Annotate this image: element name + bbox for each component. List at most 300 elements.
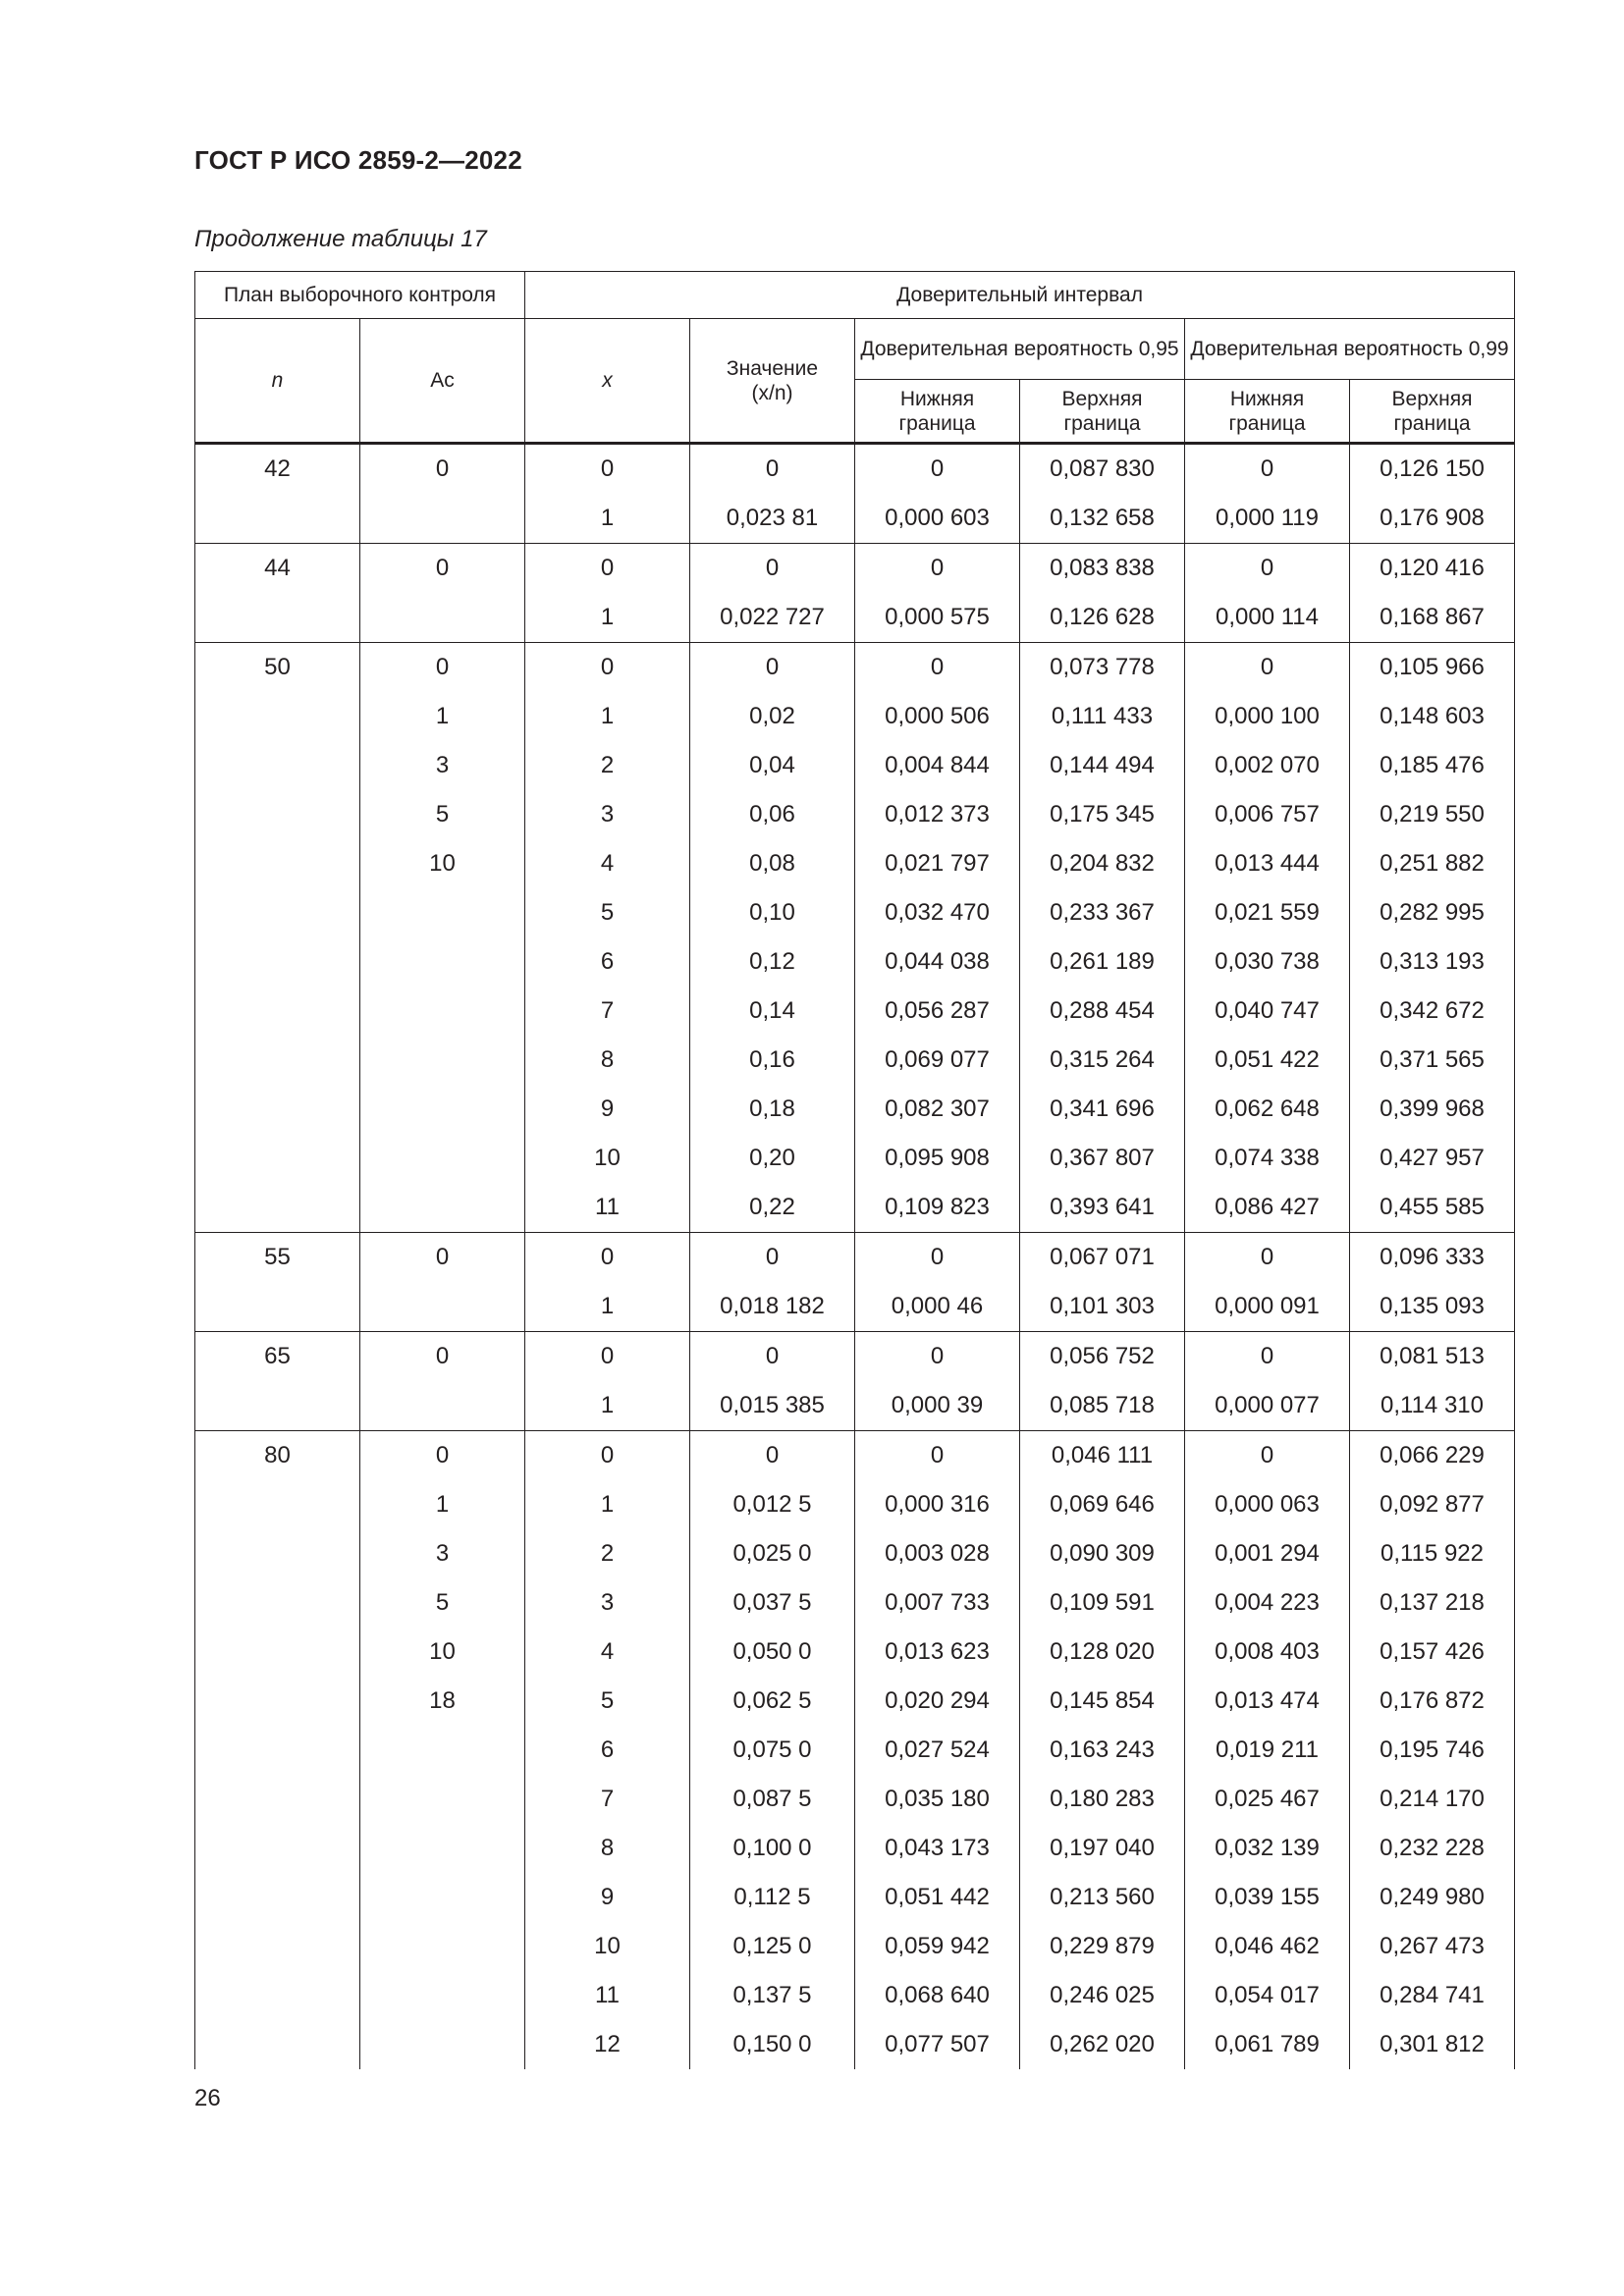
table-cell: 0,22 xyxy=(690,1183,855,1233)
header-confidence-interval: Доверительный интервал xyxy=(525,272,1515,319)
table-cell: 0 xyxy=(360,643,525,693)
table-cell xyxy=(195,1134,360,1183)
table-row xyxy=(195,1677,1515,1726)
table-cell: 0,120 416 xyxy=(1350,544,1515,594)
table-cell: 5 xyxy=(360,790,525,839)
table-cell: 1 xyxy=(525,494,690,544)
table-cell xyxy=(195,1282,360,1332)
table-cell: 0,054 017 xyxy=(1185,1971,1350,2020)
table-cell: 1 xyxy=(525,1282,690,1332)
table-cell xyxy=(195,1085,360,1134)
table-cell: 0,111 433 xyxy=(1020,692,1185,741)
table-cell: 55 xyxy=(195,1233,360,1283)
table-cell: 0,073 778 xyxy=(1020,643,1185,693)
table-row xyxy=(195,1726,1515,1775)
table-cell: 6 xyxy=(525,937,690,987)
row-group xyxy=(195,544,1515,643)
table-cell: 10 xyxy=(360,839,525,888)
table-cell: 0,02 xyxy=(690,692,855,741)
header-ac: Ac xyxy=(360,319,525,444)
table-row xyxy=(195,1480,1515,1529)
table-cell: 0 xyxy=(1185,1332,1350,1382)
table-cell: 0,061 789 xyxy=(1185,2020,1350,2069)
table-cell: 0,197 040 xyxy=(1020,1824,1185,1873)
table-cell xyxy=(195,790,360,839)
table-cell: 0 xyxy=(1185,1233,1350,1283)
table-cell: 2 xyxy=(525,1529,690,1578)
table-cell: 0,282 995 xyxy=(1350,888,1515,937)
table-cell: 0,013 444 xyxy=(1185,839,1350,888)
table-cell: 0,051 442 xyxy=(855,1873,1020,1922)
table-cell: 0 xyxy=(690,643,855,693)
table-row xyxy=(195,1233,1515,1283)
table-cell xyxy=(360,2020,525,2069)
table-cell: 0,144 494 xyxy=(1020,741,1185,790)
table-cell: 0,10 xyxy=(690,888,855,937)
table-cell: 0 xyxy=(855,1332,1020,1382)
table-cell: 0,367 807 xyxy=(1020,1134,1185,1183)
table-row xyxy=(195,839,1515,888)
table-cell xyxy=(195,741,360,790)
table-cell: 9 xyxy=(525,1085,690,1134)
table-cell: 0,114 310 xyxy=(1350,1381,1515,1431)
table-cell xyxy=(195,1628,360,1677)
table-row xyxy=(195,1628,1515,1677)
table-cell: 0,066 229 xyxy=(1350,1431,1515,1481)
table-cell: 0,056 752 xyxy=(1020,1332,1185,1382)
table-cell xyxy=(360,1775,525,1824)
table-row xyxy=(195,1381,1515,1431)
table-cell xyxy=(360,1971,525,2020)
table-cell: 0,051 422 xyxy=(1185,1036,1350,1085)
table-cell xyxy=(360,593,525,643)
table-cell: 5 xyxy=(360,1578,525,1628)
table-cell xyxy=(360,1134,525,1183)
table-cell: 12 xyxy=(525,2020,690,2069)
table-row xyxy=(195,1824,1515,1873)
table-cell xyxy=(195,593,360,643)
table-cell: 2 xyxy=(525,741,690,790)
table-cell: 0,077 507 xyxy=(855,2020,1020,2069)
table-cell: 0,301 812 xyxy=(1350,2020,1515,2069)
table-cell: 0,000 063 xyxy=(1185,1480,1350,1529)
table-cell: 0,000 316 xyxy=(855,1480,1020,1529)
table-cell: 0,040 747 xyxy=(1185,987,1350,1036)
table-cell xyxy=(195,1775,360,1824)
table-row xyxy=(195,1873,1515,1922)
table-cell: 65 xyxy=(195,1332,360,1382)
table-cell: 0,000 506 xyxy=(855,692,1020,741)
table-cell: 0,046 462 xyxy=(1185,1922,1350,1971)
table-cell: 0,249 980 xyxy=(1350,1873,1515,1922)
header-upper-95: Верхняя граница xyxy=(1020,380,1185,444)
table-row xyxy=(195,444,1515,495)
table-cell: 0,039 155 xyxy=(1185,1873,1350,1922)
table-cell: 0,030 738 xyxy=(1185,937,1350,987)
table-cell: 0,261 189 xyxy=(1020,937,1185,987)
table-cell: 0 xyxy=(525,643,690,693)
table-cell: 0,004 844 xyxy=(855,741,1020,790)
table-cell: 10 xyxy=(525,1134,690,1183)
table-row xyxy=(195,1922,1515,1971)
table-cell: 0,399 968 xyxy=(1350,1085,1515,1134)
table-cell: 0,059 942 xyxy=(855,1922,1020,1971)
document-title: ГОСТ Р ИСО 2859-2—2022 xyxy=(194,145,522,175)
header-confidence-95: Доверительная вероятность 0,95 xyxy=(855,319,1185,380)
table-cell: 0,082 307 xyxy=(855,1085,1020,1134)
table-cell: 0,148 603 xyxy=(1350,692,1515,741)
table-row xyxy=(195,1431,1515,1481)
table-cell: 0,012 5 xyxy=(690,1480,855,1529)
table-cell: 0,180 283 xyxy=(1020,1775,1185,1824)
table-cell: 0,06 xyxy=(690,790,855,839)
table-cell: 0,095 908 xyxy=(855,1134,1020,1183)
table-cell: 0,371 565 xyxy=(1350,1036,1515,1085)
table-row xyxy=(195,593,1515,643)
table-cell: 0,035 180 xyxy=(855,1775,1020,1824)
table-cell: 0,195 746 xyxy=(1350,1726,1515,1775)
table-cell: 0,16 xyxy=(690,1036,855,1085)
table-cell xyxy=(195,1529,360,1578)
table-row xyxy=(195,2020,1515,2069)
table-cell: 0,003 028 xyxy=(855,1529,1020,1578)
table-cell xyxy=(195,1873,360,1922)
table-row xyxy=(195,1282,1515,1332)
page-number: 26 xyxy=(194,2085,221,2111)
table-cell: 0,067 071 xyxy=(1020,1233,1185,1283)
table-cell: 0,027 524 xyxy=(855,1726,1020,1775)
table-cell: 1 xyxy=(525,593,690,643)
table-cell: 0,012 373 xyxy=(855,790,1020,839)
table-cell xyxy=(360,1183,525,1233)
table-cell: 0,081 513 xyxy=(1350,1332,1515,1382)
table-cell: 0,115 922 xyxy=(1350,1529,1515,1578)
table-caption: Продолжение таблицы 17 xyxy=(194,226,487,252)
header-value-label: Значение xyxy=(726,356,819,380)
table-cell: 0,455 585 xyxy=(1350,1183,1515,1233)
table-cell xyxy=(195,1381,360,1431)
table-cell: 0,020 294 xyxy=(855,1677,1020,1726)
table-cell xyxy=(360,1085,525,1134)
table-cell: 1 xyxy=(525,1381,690,1431)
table-cell: 0 xyxy=(525,544,690,594)
table-cell: 0,062 648 xyxy=(1185,1085,1350,1134)
table-cell xyxy=(360,888,525,937)
table-cell: 0 xyxy=(360,1233,525,1283)
table-cell xyxy=(195,1726,360,1775)
table-cell: 1 xyxy=(525,1480,690,1529)
table-cell: 0,125 0 xyxy=(690,1922,855,1971)
table-row xyxy=(195,1529,1515,1578)
table-cell: 0,229 879 xyxy=(1020,1922,1185,1971)
table-cell: 0,213 560 xyxy=(1020,1873,1185,1922)
table-cell xyxy=(360,1922,525,1971)
header-lower-95: Нижняя граница xyxy=(855,380,1020,444)
table-cell: 0,341 696 xyxy=(1020,1085,1185,1134)
table-cell: 0,007 733 xyxy=(855,1578,1020,1628)
table-cell: 0,214 170 xyxy=(1350,1775,1515,1824)
table-cell: 0,000 603 xyxy=(855,494,1020,544)
table-cell: 0,219 550 xyxy=(1350,790,1515,839)
table-cell: 0,022 727 xyxy=(690,593,855,643)
table-cell: 50 xyxy=(195,643,360,693)
table-cell: 0,168 867 xyxy=(1350,593,1515,643)
table-cell: 11 xyxy=(525,1971,690,2020)
table-row xyxy=(195,790,1515,839)
header-n-label: n xyxy=(271,369,284,392)
table-cell: 0,018 182 xyxy=(690,1282,855,1332)
table-cell: 0 xyxy=(855,1233,1020,1283)
table-cell xyxy=(360,494,525,544)
table-cell: 7 xyxy=(525,1775,690,1824)
table-row xyxy=(195,1775,1515,1824)
row-group xyxy=(195,444,1515,544)
table-cell: 0,315 264 xyxy=(1020,1036,1185,1085)
table-cell: 0,046 111 xyxy=(1020,1431,1185,1481)
table-cell: 0,001 294 xyxy=(1185,1529,1350,1578)
table-row xyxy=(195,741,1515,790)
table-cell: 3 xyxy=(360,1529,525,1578)
table-cell: 0,251 882 xyxy=(1350,839,1515,888)
table-cell: 0 xyxy=(690,1233,855,1283)
table-cell: 0,427 957 xyxy=(1350,1134,1515,1183)
table-cell: 0,163 243 xyxy=(1020,1726,1185,1775)
row-group xyxy=(195,1332,1515,1431)
row-group xyxy=(195,643,1515,1233)
table-cell: 5 xyxy=(525,1677,690,1726)
table-cell: 0,232 228 xyxy=(1350,1824,1515,1873)
table-cell: 0,137 5 xyxy=(690,1971,855,2020)
header-confidence-99: Доверительная вероятность 0,99 xyxy=(1185,319,1515,380)
table-cell: 0,175 345 xyxy=(1020,790,1185,839)
table-cell: 0,246 025 xyxy=(1020,1971,1185,2020)
table-row xyxy=(195,1971,1515,2020)
table-cell: 0,105 966 xyxy=(1350,643,1515,693)
table-cell: 0,126 628 xyxy=(1020,593,1185,643)
table-row xyxy=(195,643,1515,693)
table-cell: 0 xyxy=(690,1431,855,1481)
table-cell: 5 xyxy=(525,888,690,937)
table-cell: 0,204 832 xyxy=(1020,839,1185,888)
table-cell: 0,021 559 xyxy=(1185,888,1350,937)
table-cell: 0,032 470 xyxy=(855,888,1020,937)
table-cell: 0 xyxy=(1185,544,1350,594)
table-cell: 0,037 5 xyxy=(690,1578,855,1628)
header-sampling-plan: План выборочного контроля xyxy=(195,272,525,319)
table-cell: 0,004 223 xyxy=(1185,1578,1350,1628)
table-row xyxy=(195,1085,1515,1134)
table-cell xyxy=(195,1971,360,2020)
table-cell: 0,145 854 xyxy=(1020,1677,1185,1726)
table-cell: 0 xyxy=(360,1332,525,1382)
table-cell: 8 xyxy=(525,1824,690,1873)
table-cell: 0,313 193 xyxy=(1350,937,1515,987)
table-cell: 0,085 718 xyxy=(1020,1381,1185,1431)
table-cell: 0,137 218 xyxy=(1350,1578,1515,1628)
table-cell: 0,013 474 xyxy=(1185,1677,1350,1726)
header-n xyxy=(195,319,360,444)
table-cell xyxy=(360,1036,525,1085)
table-cell: 0,126 150 xyxy=(1350,444,1515,495)
table-cell: 0,000 077 xyxy=(1185,1381,1350,1431)
table-cell: 0,025 467 xyxy=(1185,1775,1350,1824)
table-cell: 0,000 46 xyxy=(855,1282,1020,1332)
table-cell xyxy=(360,1873,525,1922)
table-cell xyxy=(360,1726,525,1775)
table-cell: 0 xyxy=(855,544,1020,594)
confidence-interval-table xyxy=(194,271,1515,2069)
table-cell: 0,342 672 xyxy=(1350,987,1515,1036)
table-cell xyxy=(195,1480,360,1529)
table-row xyxy=(195,1134,1515,1183)
table-cell xyxy=(195,987,360,1036)
table-cell xyxy=(195,2020,360,2069)
table-cell: 0,101 303 xyxy=(1020,1282,1185,1332)
table-cell: 42 xyxy=(195,444,360,495)
table-cell: 0,233 367 xyxy=(1020,888,1185,937)
table-row xyxy=(195,544,1515,594)
table-cell xyxy=(195,839,360,888)
table-cell: 0,262 020 xyxy=(1020,2020,1185,2069)
table-cell: 0,087 5 xyxy=(690,1775,855,1824)
table-cell xyxy=(195,1824,360,1873)
table-cell: 0 xyxy=(855,643,1020,693)
table-cell: 0,112 5 xyxy=(690,1873,855,1922)
table-cell: 0,008 403 xyxy=(1185,1628,1350,1677)
table-cell: 3 xyxy=(525,1578,690,1628)
table-cell: 0 xyxy=(525,1233,690,1283)
row-group xyxy=(195,1233,1515,1332)
table-cell: 1 xyxy=(360,1480,525,1529)
table-row xyxy=(195,494,1515,544)
table-cell xyxy=(360,1381,525,1431)
table-cell: 0,090 309 xyxy=(1020,1529,1185,1578)
table-cell: 0,132 658 xyxy=(1020,494,1185,544)
table-cell xyxy=(195,888,360,937)
table-cell: 0,150 0 xyxy=(690,2020,855,2069)
table-cell: 7 xyxy=(525,987,690,1036)
table-cell xyxy=(360,1282,525,1332)
table-cell: 0,032 139 xyxy=(1185,1824,1350,1873)
table-cell: 0 xyxy=(360,444,525,495)
header-x xyxy=(525,319,690,444)
table-cell: 6 xyxy=(525,1726,690,1775)
table-cell: 0,267 473 xyxy=(1350,1922,1515,1971)
header-value xyxy=(690,319,855,444)
table-cell: 0,000 575 xyxy=(855,593,1020,643)
table-cell: 0,185 476 xyxy=(1350,741,1515,790)
table-cell: 0,021 797 xyxy=(855,839,1020,888)
table-cell: 18 xyxy=(360,1677,525,1726)
table-cell: 3 xyxy=(525,790,690,839)
table-cell: 10 xyxy=(525,1922,690,1971)
table-cell: 0,087 830 xyxy=(1020,444,1185,495)
table-cell: 0,109 591 xyxy=(1020,1578,1185,1628)
table-cell xyxy=(195,1922,360,1971)
table-row xyxy=(195,888,1515,937)
table-cell xyxy=(360,937,525,987)
table-cell: 0,08 xyxy=(690,839,855,888)
table-cell: 0,176 908 xyxy=(1350,494,1515,544)
table-cell: 0,284 741 xyxy=(1350,1971,1515,2020)
table-row xyxy=(195,937,1515,987)
table-cell: 0 xyxy=(525,1431,690,1481)
table-cell: 0,019 211 xyxy=(1185,1726,1350,1775)
table-cell: 0 xyxy=(690,1332,855,1382)
table-cell: 0,062 5 xyxy=(690,1677,855,1726)
table-cell: 4 xyxy=(525,1628,690,1677)
table-cell: 0,013 623 xyxy=(855,1628,1020,1677)
table-cell: 0,176 872 xyxy=(1350,1677,1515,1726)
table-cell xyxy=(360,987,525,1036)
table-cell: 0,12 xyxy=(690,937,855,987)
table-cell: 0 xyxy=(1185,1431,1350,1481)
table-row xyxy=(195,692,1515,741)
table-cell: 0,083 838 xyxy=(1020,544,1185,594)
table-row xyxy=(195,1332,1515,1382)
table-cell: 0,025 0 xyxy=(690,1529,855,1578)
table-row xyxy=(195,1578,1515,1628)
table-cell: 80 xyxy=(195,1431,360,1481)
table-cell: 0,023 81 xyxy=(690,494,855,544)
table-header xyxy=(195,272,1515,444)
table-cell: 0 xyxy=(855,444,1020,495)
table-cell: 0,100 0 xyxy=(690,1824,855,1873)
table-cell: 0,096 333 xyxy=(1350,1233,1515,1283)
table-cell: 0,006 757 xyxy=(1185,790,1350,839)
table-cell xyxy=(195,937,360,987)
table-cell: 0,069 646 xyxy=(1020,1480,1185,1529)
table-cell: 8 xyxy=(525,1036,690,1085)
table-cell: 0,04 xyxy=(690,741,855,790)
table-cell xyxy=(195,1677,360,1726)
table-cell: 0 xyxy=(525,444,690,495)
table-row xyxy=(195,987,1515,1036)
table-cell: 0,075 0 xyxy=(690,1726,855,1775)
table-cell: 0,092 877 xyxy=(1350,1480,1515,1529)
table-cell: 0 xyxy=(360,544,525,594)
table-cell: 0 xyxy=(690,544,855,594)
table-cell xyxy=(195,1183,360,1233)
table-cell: 0 xyxy=(690,444,855,495)
table-row xyxy=(195,1183,1515,1233)
table-cell: 0,157 426 xyxy=(1350,1628,1515,1677)
table-cell: 0,000 091 xyxy=(1185,1282,1350,1332)
table-cell: 0,393 641 xyxy=(1020,1183,1185,1233)
table-cell xyxy=(195,1578,360,1628)
table-cell: 1 xyxy=(525,692,690,741)
table-cell: 0,000 39 xyxy=(855,1381,1020,1431)
table-cell: 0,000 114 xyxy=(1185,593,1350,643)
table-cell: 0,002 070 xyxy=(1185,741,1350,790)
table-cell: 0,068 640 xyxy=(855,1971,1020,2020)
table-cell: 0,288 454 xyxy=(1020,987,1185,1036)
table-cell: 0 xyxy=(1185,643,1350,693)
table-cell: 0,056 287 xyxy=(855,987,1020,1036)
table-cell: 0,086 427 xyxy=(1185,1183,1350,1233)
table-cell: 0 xyxy=(1185,444,1350,495)
table-cell: 0 xyxy=(525,1332,690,1382)
table-cell: 0,20 xyxy=(690,1134,855,1183)
table-cell: 11 xyxy=(525,1183,690,1233)
table-cell: 0,069 077 xyxy=(855,1036,1020,1085)
header-value-formula: (x/n) xyxy=(751,381,793,404)
header-upper-99: Верхняя граница xyxy=(1350,380,1515,444)
table-cell: 0 xyxy=(360,1431,525,1481)
table-row xyxy=(195,1036,1515,1085)
table-cell xyxy=(195,1036,360,1085)
table-cell: 1 xyxy=(360,692,525,741)
